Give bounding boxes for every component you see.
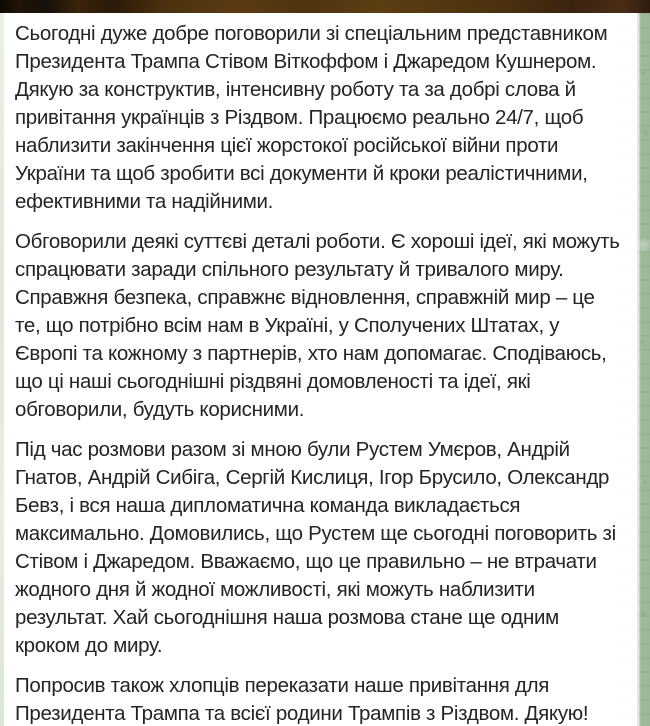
photo-bottom-edge: [0, 0, 650, 13]
message-line: Справжня безпека, справжнє відновлення, справжній мир – це: [15, 286, 595, 309]
message-line: Попросив також хлопців переказати наше привітання для: [15, 674, 550, 697]
message-line: наблизити закінчення цієї жорстокої російської війни проти: [15, 134, 559, 157]
message-line: Європі та кожному з партнерів, хто нам допомагає. Сподіваюсь,: [15, 342, 607, 365]
message-bubble[interactable]: [4, 13, 637, 726]
message-paragraph: [15, 436, 629, 660]
message-line: спрацювати заради спільного результату й тривалого миру.: [15, 258, 564, 281]
message-line: кроком до миру.: [15, 634, 163, 657]
message-line: Під час розмови разом зі мною були Рустем Умєров, Андрій: [15, 438, 570, 461]
message-line: що ці наші сьогоднішні різдвяні домовленості та ідеї, які: [15, 370, 531, 393]
message-line: обговорили, будуть корисними.: [15, 398, 305, 421]
message-line: Сьогодні дуже добре поговорили зі спеціальним представником: [15, 22, 608, 45]
chat-content-row: [0, 13, 650, 726]
message-line: Дякую за конструктив, інтенсивну роботу та за добрі слова й: [15, 78, 576, 101]
message-line: Президента Трампа Стівом Віткоффом і Джаредом Кушнером.: [15, 50, 597, 73]
message-line: України та щоб зробити всі документи й кроки реалістичними,: [15, 162, 588, 185]
message-paragraph: [15, 20, 629, 216]
chat-wallpaper-pattern-strip: [637, 13, 650, 726]
message-line: Обговорили деякі суттєві деталі роботи. Є хороші ідеї, які можуть: [15, 230, 620, 253]
message-line: Гнатов, Андрій Сибіга, Сергій Кислиця, Ігор Брусило, Олександр: [15, 466, 610, 489]
message-line: Президента Трампа та всієї родини Трампів з Різдвом. Дякую!: [15, 702, 589, 725]
message-paragraph: [15, 228, 629, 424]
message-line: Бевз, і вся наша дипломатична команда викладається: [15, 494, 521, 517]
message-line: результат. Хай сьогоднішня наша розмова стане ще одним: [15, 606, 559, 629]
message-paragraph: [15, 672, 629, 726]
message-line: жодного дня й жодної можливості, які можуть наблизити: [15, 578, 535, 601]
message-line: ефективними та надійними.: [15, 190, 274, 213]
message-line: Стівом і Джаредом. Вважаємо, що це правильно – не втрачати: [15, 550, 597, 573]
message-line: привітання українців з Різдвом. Працюємо реально 24/7, щоб: [15, 106, 584, 129]
message-line: максимально. Домовились, що Рустем ще сьогодні поговорить зі: [15, 522, 616, 545]
message-line: те, що потрібно всім нам в Україні, у Сполучених Штатах, у: [15, 314, 560, 337]
